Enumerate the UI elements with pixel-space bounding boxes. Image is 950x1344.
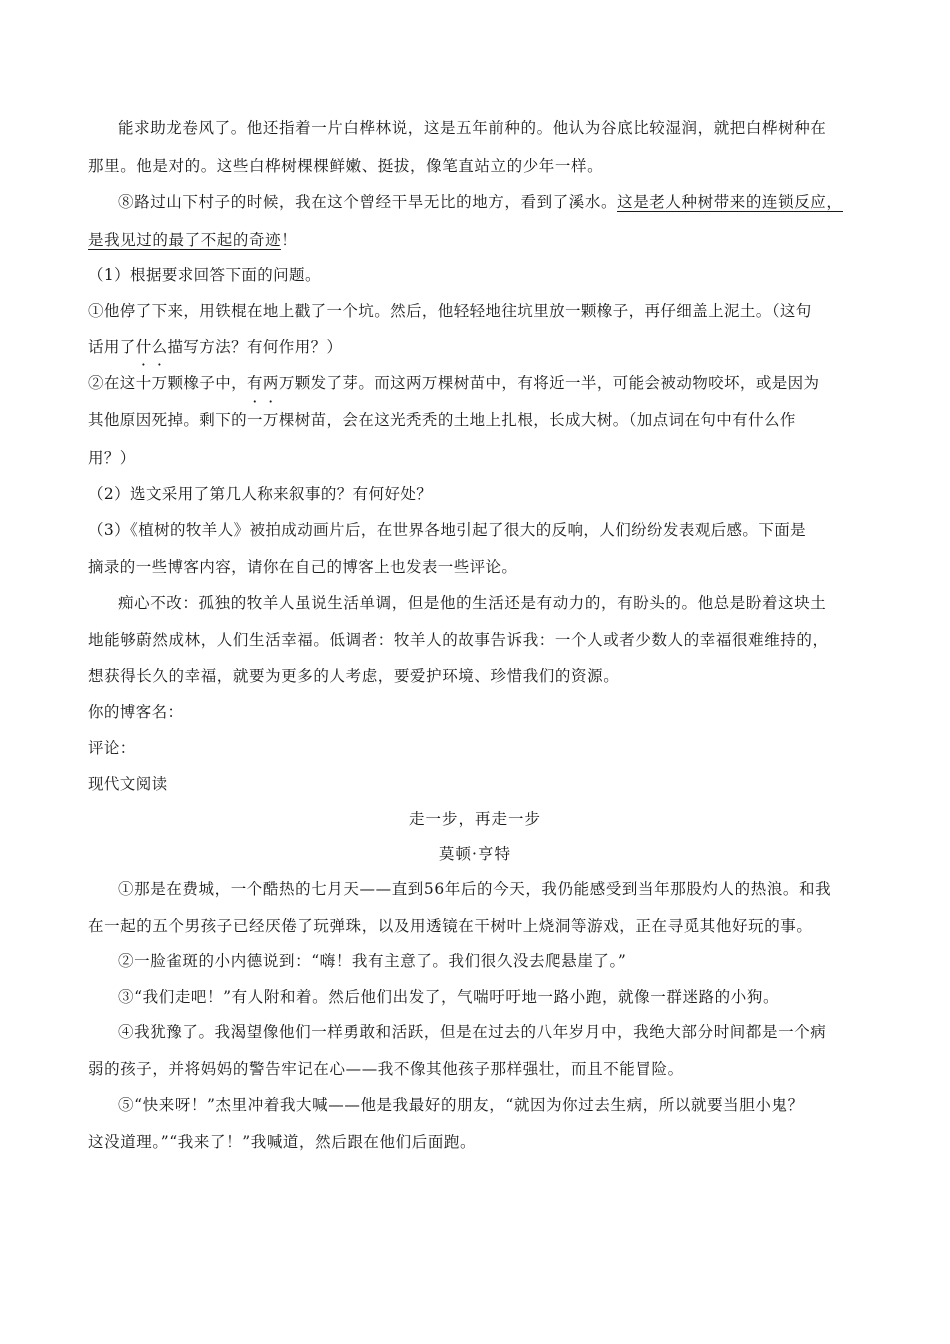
blog-name-label: 你的博客名：: [88, 703, 184, 721]
underlined-sentence: 这是老人种树带来的连锁反应，: [617, 193, 843, 211]
passage-line: 是我见过的最了不起的奇迹！: [88, 231, 298, 249]
question-1-title: （1）根据要求回答下面的问题。: [88, 266, 321, 284]
article-paragraph-1: ①那是在费城，一个酷热的七月天——直到56年后的今天，我仍能感受到当年那股灼人的热浪。和我: [118, 880, 832, 898]
article-paragraph-5-cont: 这没道理。”“我来了！”我喊道，然后跟在他们后面跑。: [88, 1133, 477, 1151]
question-1-item-2-cont: 其他原因死掉。剩下的一万棵树苗，会在这光秃秃的土地上扎根，长成大树。（加点词在句中有什么作: [88, 411, 796, 429]
blog-excerpt: 痴心不改：孤独的牧羊人虽说生活单调，但是他的生活还是有动力的，有盼头的。他总是盼着这块土: [118, 594, 827, 612]
question-1-item-1-cont: 话用了什么描写方法？有何作用？）: [88, 338, 343, 356]
passage-text: ⑧路过山下村子的时候，我在这个曾经干旱无比的地方，看到了溪水。: [118, 193, 618, 211]
article-paragraph-4-cont: 弱的孩子，并将妈妈的警告牢记在心——我不像其他孩子那样强壮，而且不能冒险。: [88, 1060, 684, 1078]
blog-excerpt: 想获得长久的幸福，就要为更多的人考虑，要爱护环境、珍惜我们的资源。: [88, 667, 620, 685]
question-3-cont: 摘录的一些博客内容，请你在自己的博客上也发表一些评论。: [88, 558, 518, 576]
passage-paragraph-8: [118, 191, 898, 213]
article-paragraph-5: ⑤“快来呀！”杰里冲着我大喊——他是我最好的朋友，“就因为你过去生病，所以就要当胆小鬼？: [118, 1096, 804, 1114]
article-paragraph-4: ④我犹豫了。我渴望像他们一样勇敢和活跃，但是在过去的八年岁月中，我绝大部分时间都是一个病: [118, 1023, 827, 1041]
article-paragraph-1-cont: 在一起的五个男孩子已经厌倦了玩弹珠，以及用透镜在干树叶上烧洞等游戏，正在寻觅其他好玩的事。: [88, 917, 813, 935]
section-heading: 现代文阅读: [88, 775, 168, 793]
question-1-item-2: ②在这十万颗橡子中，有两万颗发了芽。而这两万棵树苗中，有将近一半，可能会被动物咬坏，或是因为: [88, 374, 820, 392]
comment-label: 评论：: [88, 739, 136, 757]
passage-line: 那里。他是对的。这些白桦树棵棵鲜嫩、挺拔，像笔直站立的少年一样。: [88, 157, 604, 175]
question-3: （3）《植树的牧羊人》被拍成动画片后，在世界各地引起了很大的反响，人们纷纷发表观后感。下面是: [88, 521, 807, 539]
emphasis-dot-char: 一: [247, 411, 263, 429]
passage-line: 能求助龙卷风了。他还指着一片白桦林说，这是五年前种的。他认为谷底比较湿润，就把白桦树种在: [118, 119, 827, 137]
question-1-item-1: ①他停了下来，用铁棍在地上戳了一个坑。然后，他轻轻地往坑里放一颗橡子，再仔细盖上泥土。（这句: [88, 302, 812, 320]
question-1-item-2-cont: 用？）: [88, 449, 136, 467]
article-author: 莫顿·亨特: [439, 845, 511, 863]
underlined-sentence: 是我见过的最了不起的奇迹: [88, 231, 282, 249]
emphasis-dot-char: 十: [135, 374, 152, 392]
article-paragraph-3: ③“我们走吧！”有人附和着。然后他们出发了，气喘吁吁地一路小跑，就像一群迷路的小狗。: [118, 988, 780, 1006]
article-paragraph-2: ②一脸雀斑的小内德说到：“嗨！我有主意了。我们很久没去爬悬崖了。”: [118, 952, 627, 970]
question-2: （2）选文采用了第几人称来叙事的？有何好处？: [88, 485, 433, 503]
emphasis-dot-char: 万: [151, 374, 168, 392]
article-title: 走一步，再走一步: [408, 810, 541, 828]
blog-excerpt: 地能够蔚然成林，人们生活幸福。低调者：牧羊人的故事告诉我：一个人或者少数人的幸福很难维持的，: [88, 631, 829, 649]
emphasis-dot-char: 万: [262, 411, 279, 429]
